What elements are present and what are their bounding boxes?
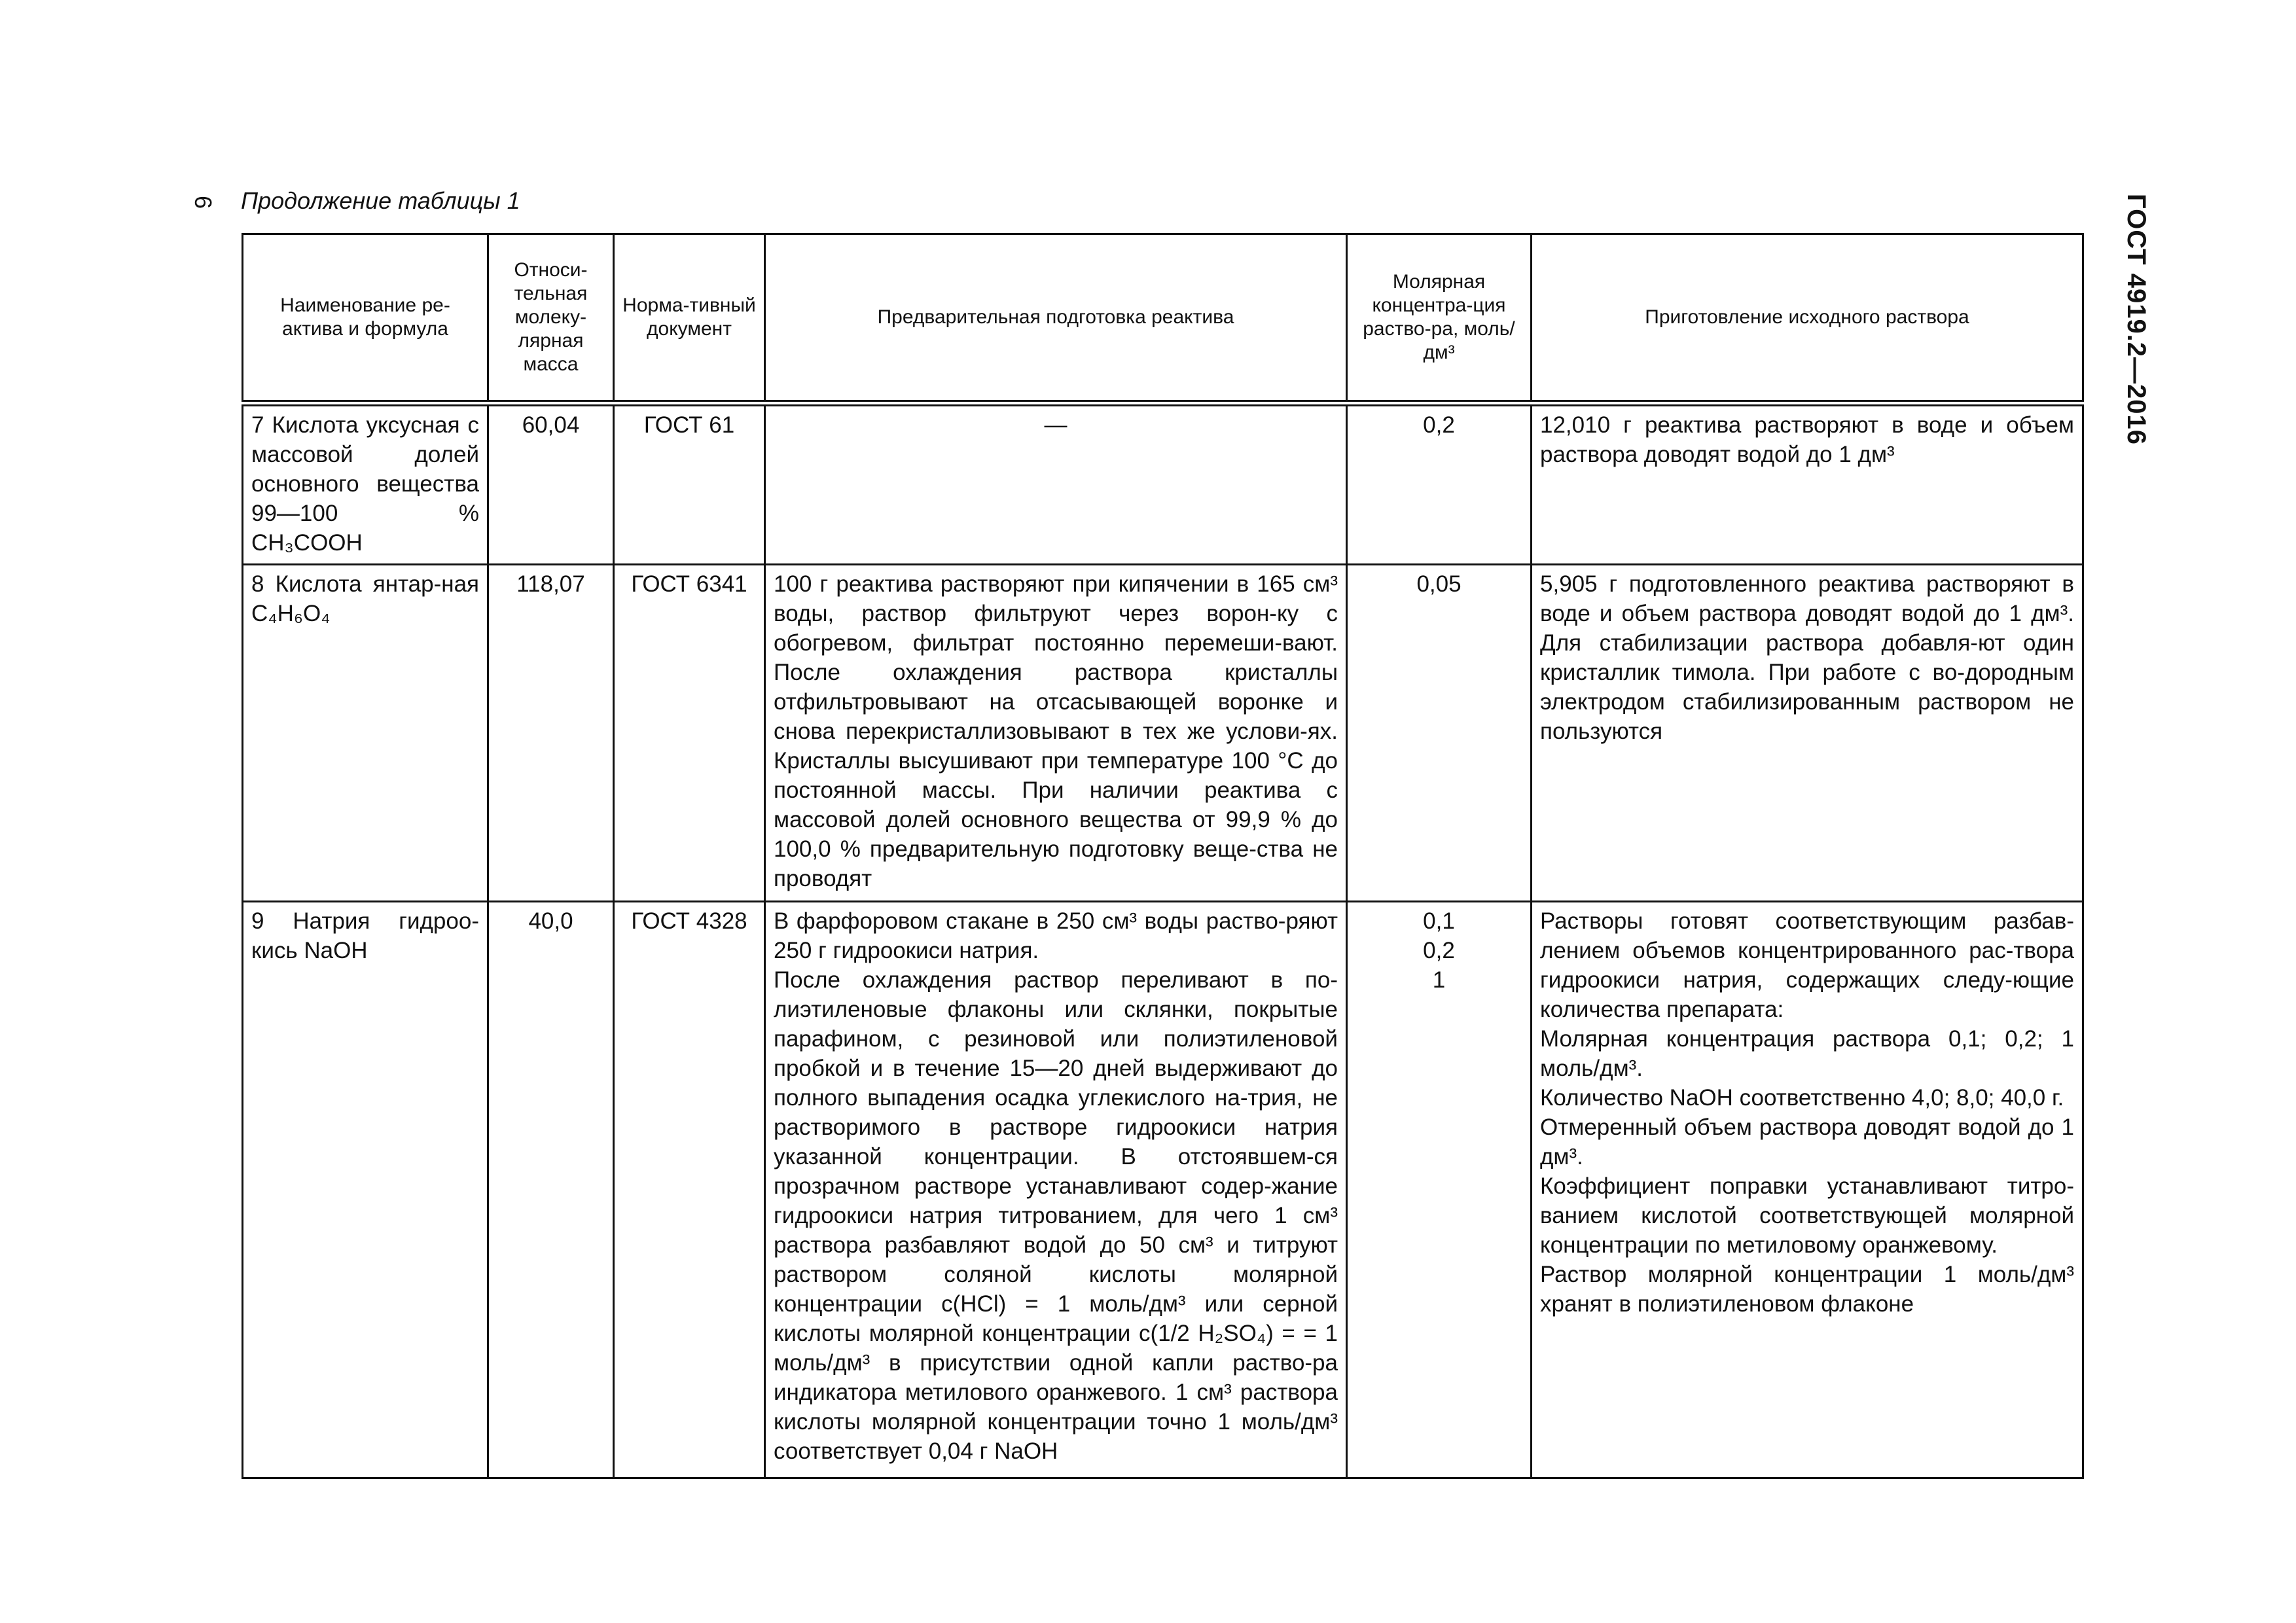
concentration-value: 0,1 [1423, 908, 1455, 934]
table-row [243, 403, 2083, 565]
molecular-mass: 40,0 [488, 902, 614, 1478]
header-molecular-mass: Относи-тельная молеку-лярная масса [488, 234, 614, 404]
reagent-name: 9 Натрия гидроо-кись NaOH [243, 902, 488, 1478]
solution-preparation [1532, 902, 2083, 1478]
preliminary-preparation: — [765, 403, 1347, 565]
reagent-name: 7 Кислота уксусная с массовой долей основного вещества 99—100 % CH₃COOH [243, 403, 488, 565]
header-normative-document: Норма-тивный документ [614, 234, 765, 404]
concentration-value: 0,2 [1423, 938, 1455, 963]
solution-paragraph: Коэффициент поправки устанавливают титро-ванием кислотой соответствующей молярной концентрации по метиловому оранжевому. [1540, 1173, 2074, 1258]
solution-paragraph: Отмеренный объем раствора доводят водой до 1 дм³. [1540, 1115, 2074, 1169]
table-row [243, 902, 2083, 1478]
normative-document: ГОСТ 61 [614, 403, 765, 565]
reagent-name: 8 Кислота янтар-ная C₄H₆O₄ [243, 565, 488, 902]
molecular-mass: 60,04 [488, 403, 614, 565]
solution-paragraph: Растворы готовят соответствующим разбав-лением объемов концентрированного рас-твора гидроокиси натрия, содержащих следу-ющие количества препарата: [1540, 908, 2074, 1022]
preliminary-preparation [765, 902, 1347, 1478]
normative-document: ГОСТ 6341 [614, 565, 765, 902]
normative-document: ГОСТ 4328 [614, 902, 765, 1478]
solution-paragraph: Молярная концентрация раствора 0,1; 0,2; 1 моль/дм³. [1540, 1026, 2074, 1081]
concentration-value: 1 [1432, 967, 1446, 993]
preliminary-preparation: 100 г реактива растворяют при кипячении в 165 см³ воды, раствор фильтруют через ворон-ку с обогревом, фильтрат постоянно перемеши-вают. После охлаждения раствора кристаллы отфильтровывают на отсасывающей воронке и снова перекристаллизовывают в тех же услови-ях. Кристаллы высушивают при температуре 100 °С до постоянной массы. При наличии реактива с массовой долей основного вещества от 99,9 % до 100,0 % предварительную подготовку веще-ства не проводят [765, 565, 1347, 902]
table-caption: Продолжение таблицы 1 [241, 187, 520, 214]
page-number: 6 [190, 195, 217, 209]
standard-designation: ГОСТ 4919.2—2016 [2122, 194, 2151, 446]
solution-preparation: 5,905 г подготовленного реактива растворяют в воде и объем раствора доводят водой до 1 дм³. Для стабилизации раствора добавля-ют один кристаллик тимола. При работе с во-дородным электродом стабилизированным раствором не пользуются [1532, 565, 2083, 902]
molar-concentration [1347, 403, 1532, 565]
preparation-paragraph: После охлаждения раствор переливают в по-лиэтиленовые флаконы или склянки, покрытые парафином, с резиновой или полиэтиленовой пробкой и в течение 15—20 дней выдерживают до полного выпадения осадка углекислого на-трия, не растворимого в растворе гидроокиси натрия указанной концентрации. В отстоявшем-ся прозрачном растворе устанавливают содер-жание гидроокиси натрия титрованием, для чего 1 см³ раствора разбавляют водой до 50 см³ и титруют раствором соляной кислоты молярной концентрации c(HCl) = 1 моль/дм³ или серной кислоты молярной концентрации c(1/2 H₂SO₄) = = 1 моль/дм³ в присутствии одной капли раство-ра индикатора метилового оранжевого. 1 см³ раствора кислоты молярной концентрации точно 1 моль/дм³ соответствует 0,04 г NaOH [774, 967, 1338, 1464]
solution-preparation: 12,010 г реактива растворяют в воде и объем раствора доводят водой до 1 дм³ [1532, 403, 2083, 565]
molecular-mass: 118,07 [488, 565, 614, 902]
header-molar-concentration: Молярная концентра-ция раство-ра, моль/дм³ [1347, 234, 1532, 404]
table-row [243, 565, 2083, 902]
table-header-row [243, 234, 2083, 404]
preparation-paragraph: В фарфоровом стакане в 250 см³ воды раство-ряют 250 г гидроокиси натрия. [774, 908, 1338, 963]
concentration-value: 0,05 [1416, 571, 1462, 597]
molar-concentration [1347, 565, 1532, 902]
reagents-table [242, 233, 2084, 1479]
concentration-value: 0,2 [1423, 412, 1455, 438]
solution-paragraph: Количество NaOH соответственно 4,0; 8,0; 40,0 г. [1540, 1085, 2064, 1111]
header-solution-preparation: Приготовление исходного раствора [1532, 234, 2083, 404]
molar-concentration [1347, 902, 1532, 1478]
header-reagent-name: Наименование ре-актива и формула [243, 234, 488, 404]
solution-paragraph: Раствор молярной концентрации 1 моль/дм³ хранят в полиэтиленовом флаконе [1540, 1262, 2074, 1317]
header-preliminary-preparation: Предварительная подготовка реактива [765, 234, 1347, 404]
